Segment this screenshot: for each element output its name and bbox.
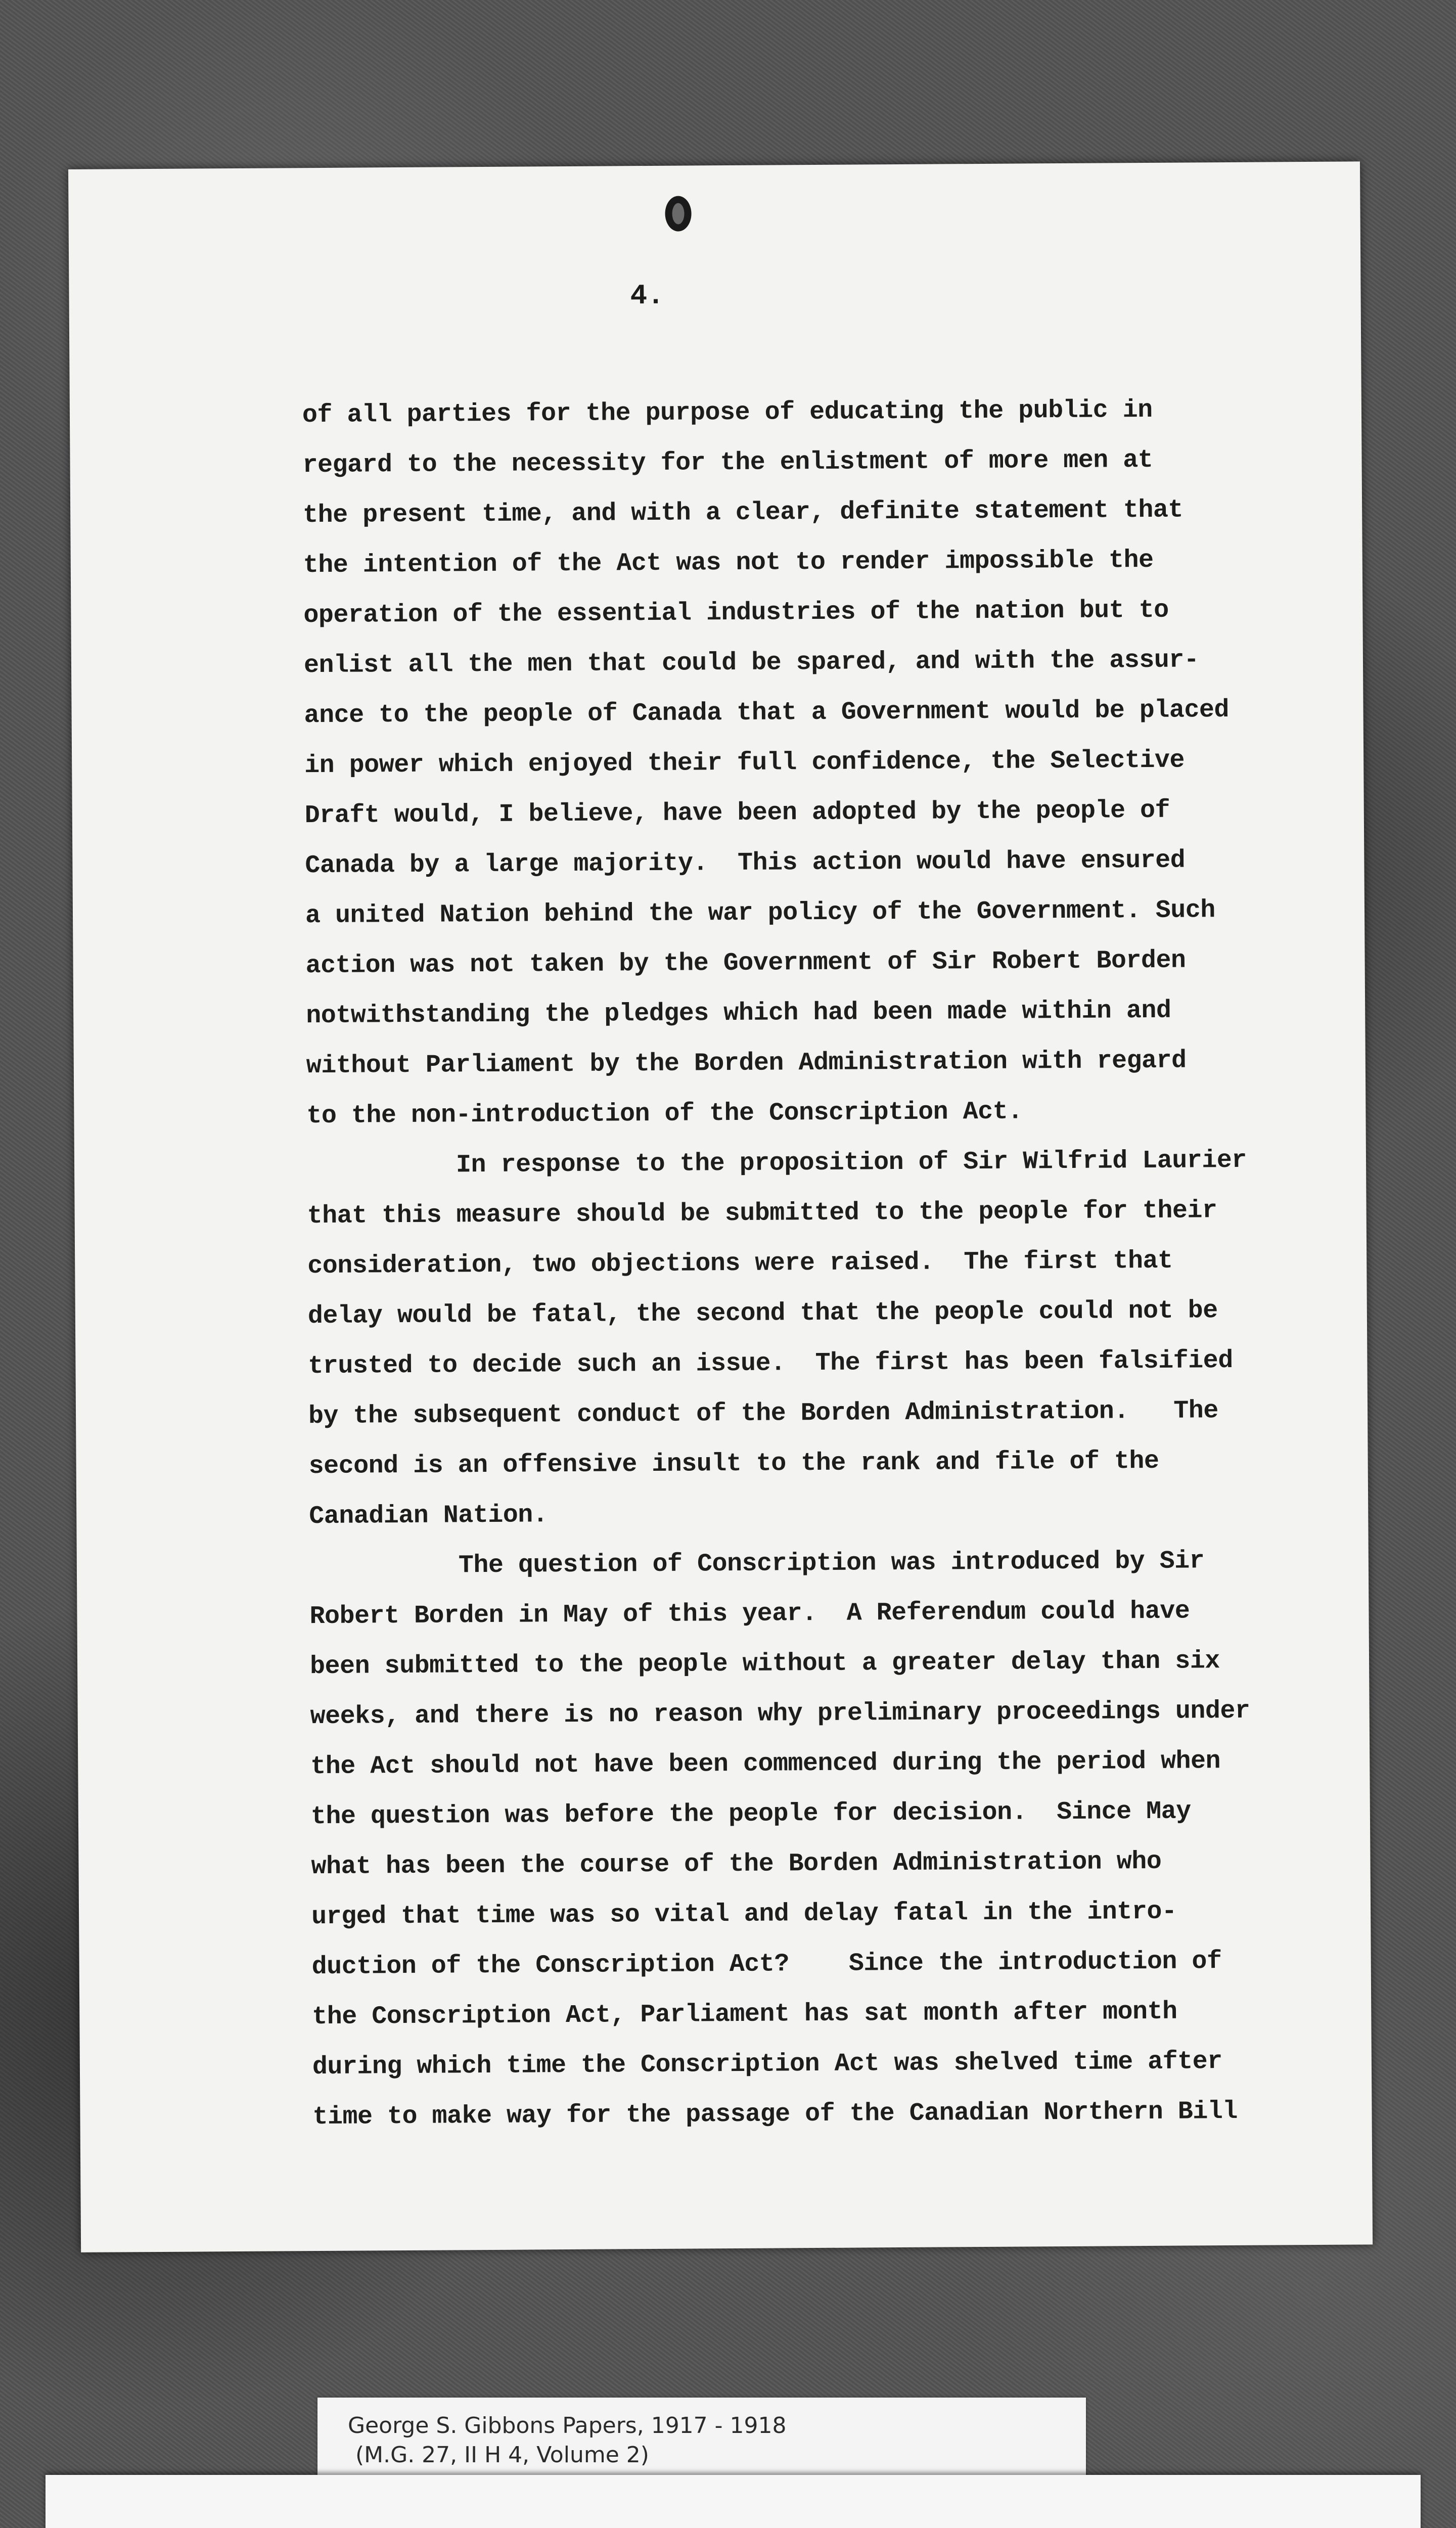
text-line: what has been the course of the Borden Administration who: [311, 1847, 1162, 1882]
typed-body-text: [302, 384, 1324, 2142]
text-line: duction of the Conscription Act? Since the introduction of: [311, 1947, 1222, 1982]
text-line: operation of the essential industries of the nation but to: [303, 596, 1169, 630]
text-line: without Parliament by the Borden Administration with regard: [306, 1046, 1187, 1081]
text-line: time to make way for the passage of the Canadian Northern Bill: [312, 2097, 1238, 2132]
text-line: Canada by a large majority. This action would have ensured: [305, 846, 1186, 881]
text-line: enlist all the men that could be spared, and with the assur-: [303, 646, 1199, 681]
text-line: weeks, and there is no reason why preliminary proceedings under: [310, 1696, 1250, 1732]
collection-title: George S. Gibbons Papers, 1917 - 1918: [348, 2413, 787, 2439]
typed-page: [68, 161, 1373, 2252]
text-line: trusted to decide such an issue. The first has been falsified: [308, 1346, 1233, 1381]
text-line: In response to the proposition of Sir Wilfrid Laurier: [306, 1146, 1247, 1181]
text-line: The question of Conscription was introduced by Sir: [309, 1547, 1205, 1582]
text-line: ance to the people of Canada that a Government would be placed: [304, 695, 1230, 731]
text-line: the question was before the people for decision. Since May: [310, 1797, 1191, 1832]
page-number: 4.: [630, 279, 664, 312]
text-line: of all parties for the purpose of educating the public in: [302, 395, 1153, 430]
text-line: by the subsequent conduct of the Borden Administration. The: [308, 1396, 1219, 1431]
text-line: that this measure should be submitted to the people for their: [307, 1196, 1217, 1231]
text-line: been submitted to the people without a greater delay than six: [309, 1647, 1220, 1682]
text-line: consideration, two objections were raised. The first that: [307, 1246, 1173, 1281]
text-line: delay would be fatal, the second that the people could not be: [307, 1296, 1218, 1331]
text-line: the Conscription Act, Parliament has sat month after month: [312, 1997, 1177, 2032]
text-line: regard to the necessity for the enlistment of more men at: [302, 445, 1153, 480]
collection-reference: (M.G. 27, II H 4, Volume 2): [355, 2442, 649, 2468]
text-line: Draft would, I believe, have been adopted by the people of: [304, 796, 1170, 831]
text-line: second is an offensive insult to the rank and file of the: [308, 1447, 1159, 1481]
text-line: notwithstanding the pledges which had been made within and: [306, 996, 1171, 1031]
text-line: action was not taken by the Government of Sir Robert Borden: [305, 946, 1186, 981]
text-line: the intention of the Act was not to render impossible the: [303, 546, 1154, 580]
text-line: to the non-introduction of the Conscription Act.: [306, 1097, 1023, 1131]
public-archives-card: [46, 2475, 1421, 2528]
punch-hole: [665, 196, 691, 231]
text-line: the Act should not have been commenced during the period when: [310, 1747, 1221, 1782]
text-line: Robert Borden in May of this year. A Referendum could have: [309, 1597, 1190, 1632]
text-line: urged that time was so vital and delay fatal in the intro-: [311, 1897, 1177, 1932]
text-line: Canadian Nation.: [309, 1501, 548, 1531]
text-line: during which time the Conscription Act was shelved time after: [312, 2047, 1222, 2082]
text-line: a united Nation behind the war policy of the Government. Such: [305, 896, 1215, 931]
text-line: in power which enjoyed their full confidence, the Selective: [304, 746, 1185, 781]
text-line: the present time, and with a clear, definite statement that: [303, 495, 1184, 530]
